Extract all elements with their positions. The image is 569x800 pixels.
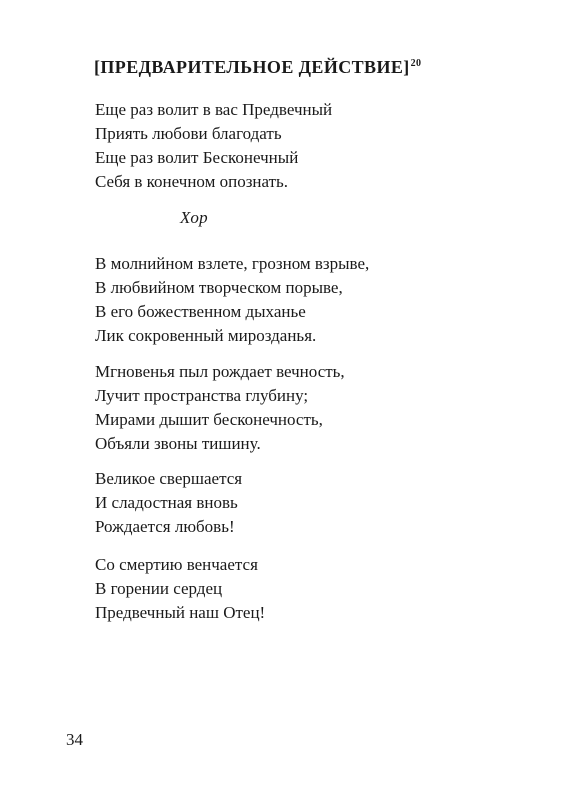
verse-line: Мгновенья пыл рождает вечность, <box>95 362 345 381</box>
verse-line: И сладостная вновь <box>95 493 238 512</box>
verse-line: В молнийном взлете, грозном взрыве, <box>95 254 370 273</box>
stanza-3 <box>95 360 345 456</box>
verse-line: Великое свершается <box>95 469 243 488</box>
section-heading <box>94 55 421 79</box>
verse-line: Лучит пространства глубину; <box>95 386 309 405</box>
verse-line: В его божественном дыханье <box>95 302 306 321</box>
verse-line: Лик сокровенный мирозданья. <box>95 326 317 345</box>
section-heading-text: [ПРЕДВАРИТЕЛЬНОЕ ДЕЙСТВИЕ] <box>94 57 410 77</box>
page-number: 34 <box>66 730 83 749</box>
stanza-2 <box>95 252 369 348</box>
verse-line: Объяли звоны тишину. <box>95 434 261 453</box>
verse-line: В горении сердец <box>95 579 223 598</box>
verse-line: В любвийном творческом порыве, <box>95 278 343 297</box>
verse-line: Приять любови благодать <box>95 124 282 143</box>
verse-line: Еще раз волит в вас Предвечный <box>95 100 333 119</box>
verse-line: Себя в конечном опознать. <box>95 172 289 191</box>
verse-line: Рождается любовь! <box>95 517 235 536</box>
stanza-1 <box>95 98 332 194</box>
footnote-marker: 20 <box>410 58 422 69</box>
verse-line: Мирами дышит бесконечность, <box>95 410 323 429</box>
verse-line: Со смертию венчается <box>95 555 258 574</box>
verse-line: Предвечный наш Отец! <box>95 603 266 622</box>
stanza-5 <box>95 553 265 625</box>
verse-line: Еще раз волит Бесконечный <box>95 148 299 167</box>
speaker-label: Хор <box>180 208 208 227</box>
stanza-4 <box>95 467 242 539</box>
